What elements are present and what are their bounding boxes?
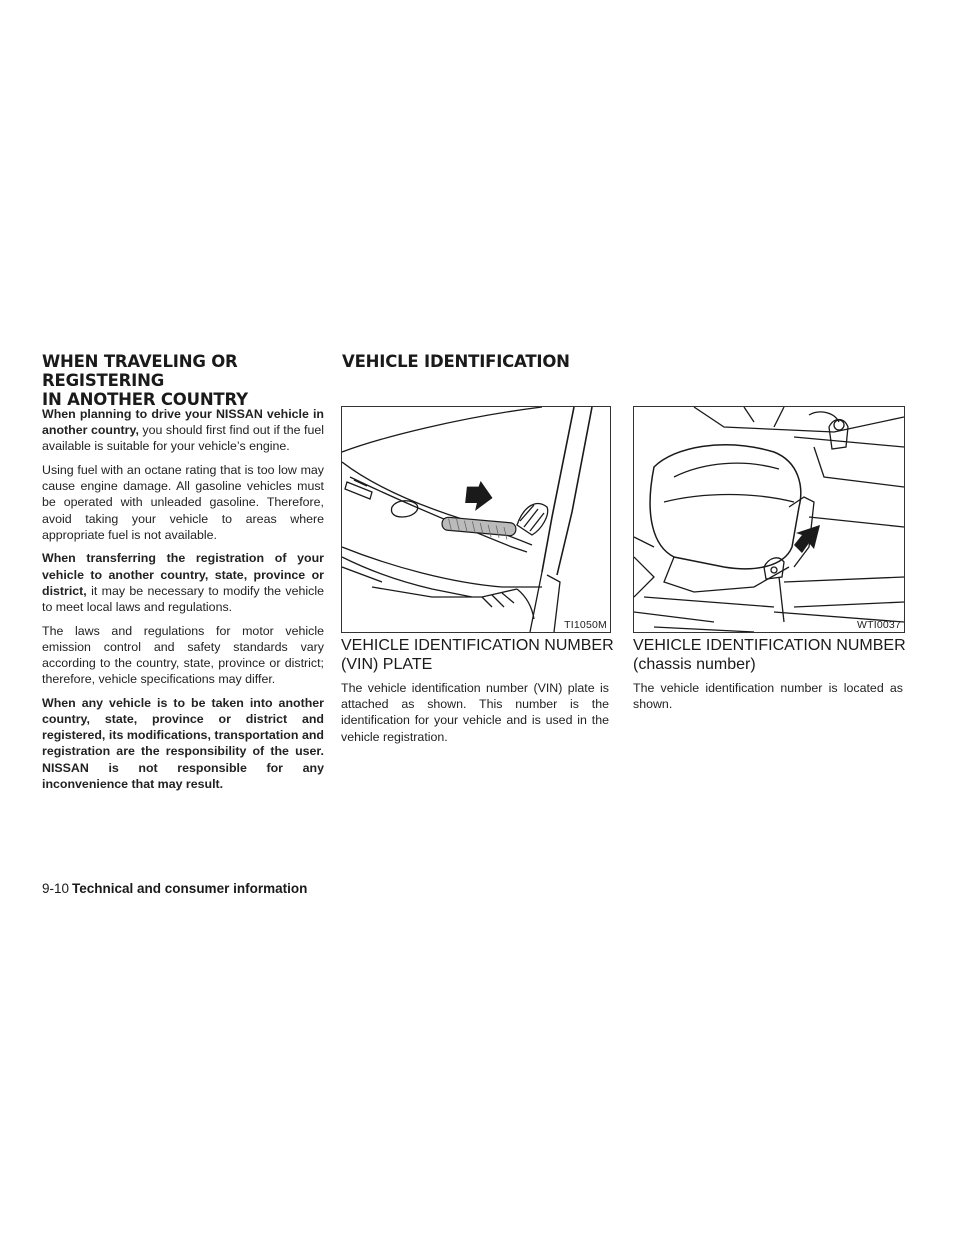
heading-traveling-line2: IN ANOTHER COUNTRY bbox=[42, 390, 248, 409]
chassis-number-subheading bbox=[633, 636, 913, 674]
heading-traveling-line1: WHEN TRAVELING OR REGISTERING bbox=[42, 352, 238, 390]
vin-plate-figure-code: TI1050M bbox=[564, 619, 607, 631]
chassis-number-figure bbox=[633, 406, 905, 633]
vin-plate-illustration bbox=[342, 407, 610, 632]
vin-plate-body bbox=[341, 680, 609, 752]
section-title: Technical and consumer information bbox=[72, 881, 308, 896]
vin-plate-subheading-line2: (VIN) PLATE bbox=[341, 656, 433, 673]
heading-traveling bbox=[42, 352, 342, 409]
chassis-number-figure-code: WTI0037 bbox=[857, 619, 901, 631]
vin-plate-body-text: The vehicle identification number (VIN) plate is attached as shown. This number is the identification for your vehicle and is used in the vehicle registration. bbox=[341, 681, 609, 744]
vin-plate-subheading-line1: VEHICLE IDENTIFICATION NUMBER bbox=[341, 637, 614, 654]
paragraph-transferring-bold: When transferring the registration of your vehicle to another country, state, province or district, bbox=[42, 551, 324, 598]
paragraph-transferring-rest: it may be necessary to modify the vehicle to meet local laws and regulations. bbox=[42, 583, 324, 615]
paragraph-responsibility bbox=[42, 695, 324, 792]
heading-vehicle-identification: VEHICLE IDENTIFICATION bbox=[342, 352, 570, 371]
chassis-number-body-text: The vehicle identification number is located as shown. bbox=[633, 681, 903, 712]
vin-plate-subheading bbox=[341, 636, 621, 674]
chassis-number-illustration bbox=[634, 407, 904, 632]
vin-plate-figure bbox=[341, 406, 611, 633]
paragraph-octane: Using fuel with an octane rating that is too low may cause engine damage. All gasoline vehicles must be operated with unleaded gasoline. Therefore, avoid taking your vehicle to areas where appropriate fuel is not available. bbox=[42, 463, 324, 542]
page-number: 9-10 bbox=[42, 881, 70, 896]
paragraph-planning bbox=[42, 406, 324, 455]
paragraph-planning-rest: you should first find out if the fuel available is suitable for your vehicle’s engine. bbox=[42, 423, 324, 454]
left-column-text bbox=[42, 406, 324, 799]
paragraph-laws: The laws and regulations for motor vehicle emission control and safety standards vary according to the country, state, province or district; therefore, vehicle specifications may differ. bbox=[42, 623, 324, 687]
chassis-number-subheading-line2: (chassis number) bbox=[633, 656, 756, 673]
chassis-number-subheading-line1: VEHICLE IDENTIFICATION NUMBER bbox=[633, 637, 906, 654]
page-footer bbox=[42, 881, 307, 896]
chassis-number-body bbox=[633, 680, 903, 720]
paragraph-responsibility-bold: When any vehicle is to be taken into another country, state, province or district and registered, its modifications, transportation and registration are the responsibility of the user. NISSAN is not responsible for any inconvenience that may result. bbox=[42, 695, 324, 791]
paragraph-transferring bbox=[42, 550, 324, 615]
paragraph-planning-bold: When planning to drive your NISSAN vehicle in another country, bbox=[42, 407, 324, 438]
